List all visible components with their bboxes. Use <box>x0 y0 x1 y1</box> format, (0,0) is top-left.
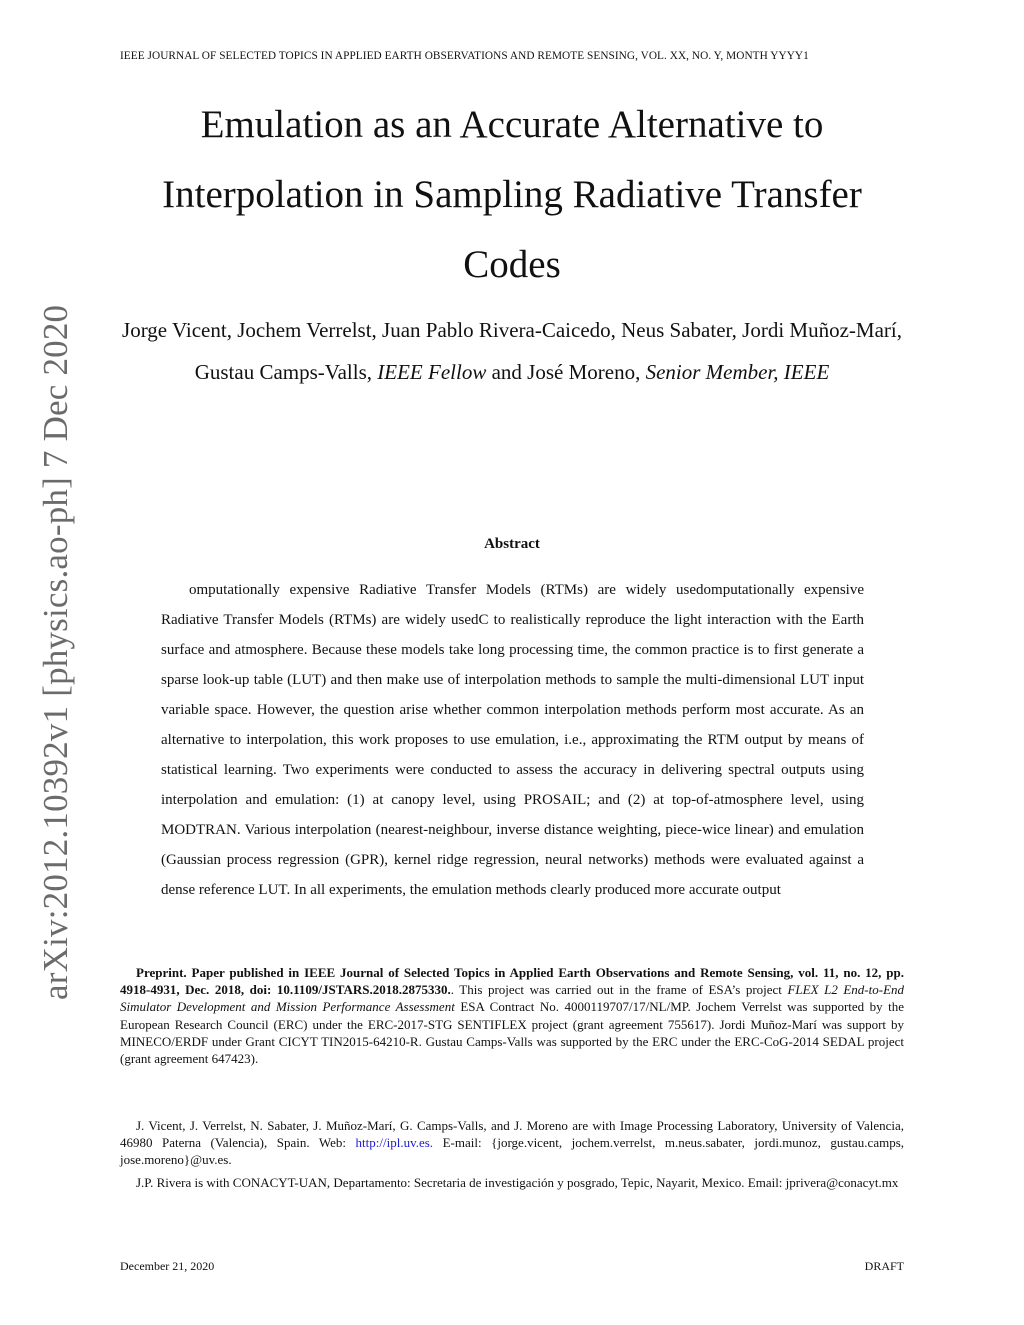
running-header: IEEE JOURNAL OF SELECTED TOPICS IN APPLIED EARTH OBSERVATIONS AND REMOTE SENSING, VOL. XX, NO. Y, MONTH YYYY1 <box>120 50 809 62</box>
footnote-preprint-notice: Preprint. Paper published in IEEE Journal of Selected Topics in Applied Earth Observations and Remote Sensing, vol. 11, no. 12, pp. 4918-4931, Dec. 2018, doi: 10.1109/JSTARS.2018.2875330. <box>120 965 904 998</box>
arxiv-identifier-stamp: arXiv:2012.10392v1 [physics.ao-ph] 7 Dec 2020 <box>36 304 75 1000</box>
ipl-web-link[interactable]: http://ipl.uv.es. <box>355 1135 434 1151</box>
footer-date: December 21, 2020 <box>120 1259 215 1273</box>
footnote-affiliation-conacyt: J.P. Rivera is with CONACYT-UAN, Departamento: Secretaria de investigación y posgrado, Tepic, Nayarit, Mexico. Email: jprivera@conacyt.mx <box>136 1175 899 1190</box>
footnote-affiliation-text-2: E-mail: {jorge.vicent, jochem.verrelst, m.neus.sabater, jordi.munoz, gustau.camps, jose.moreno}@uv.es. <box>120 1135 905 1168</box>
footer-draft-label: DRAFT <box>864 1259 904 1273</box>
author-names: Jorge Vicent, Jochem Verrelst, Juan Pablo Rivera-Caicedo, Neus Sabater, Jordi Muñoz-Marí, Gustau Camps-Valls, <box>122 318 902 384</box>
footnote-funding-text-1: . This project was carried out in the frame of ESA’s project <box>450 982 782 998</box>
footnote-project-title: FLEX L2 End-to-End Simulator Development and Mission Performance Assessment <box>120 982 905 1015</box>
author-joiner: and José Moreno, <box>491 360 641 384</box>
abstract-body: omputationally expensive Radiative Transfer Models (RTMs) are widely usedomputationally expensive Radiative Transfer Models (RTMs) are widely usedC to realistically reproduce the light interaction with the Earth surface and atmosphere. Because these models take long processing time, the common practice is to first generate a sparse look-up table (LUT) and then make use of interpolation methods to sample the multi-dimensional LUT input variable space. However, the question arise whether common interpolation methods perform most accurate. As an alternative to interpolation, this work proposes to use emulation, i.e., approximating the RTM output by means of statistical learning. Two experiments were conducted to assess the accuracy in delivering spectral outputs using interpolation and emulation: (1) at canopy level, using PROSAIL; and (2) at top-of-atmosphere level, using MODTRAN. Various interpolation (nearest-neighbour, inverse distance weighting, piece-wice linear) and emulation (Gaussian process regression (GPR), kernel ridge regression, neural networks) methods were evaluated against a dense reference LUT. In all experiments, the emulation methods clearly produced more accurate output <box>161 582 864 898</box>
abstract-heading: Abstract <box>484 536 540 552</box>
footnote-affiliation-ipl <box>120 1117 904 1169</box>
paper-title: Emulation as an Accurate Alternative to Interpolation in Sampling Radiative Transfer Codes <box>162 103 862 286</box>
footnote-funding <box>120 964 904 1067</box>
senior-member-designation: Senior Member, IEEE <box>645 360 830 384</box>
footnote-funding-text-2: ESA Contract No. 4000119707/17/NL/MP. Jochem Verrelst was supported by the European Research Council (ERC) under the ERC-2017-STG SENTIFLEX project (grant agreement 755617). Jordi Muñoz-Marí was support by MINECO/ERDF under Grant CICYT TIN2015-64210-R. Gustau Camps-Valls was supported by the ERC under the ERC-CoG-2014 SEDAL project (grant agreement 647423). <box>120 999 905 1067</box>
footnote-affiliation-text-1: J. Vicent, J. Verrelst, N. Sabater, J. Muñoz-Marí, G. Camps-Valls, and J. Moreno are with Image Processing Laboratory, University of Valencia, 46980 Paterna (Valencia), Spain. Web: <box>120 1118 904 1151</box>
author-list <box>120 309 904 393</box>
fellow-designation: IEEE Fellow <box>377 360 487 384</box>
